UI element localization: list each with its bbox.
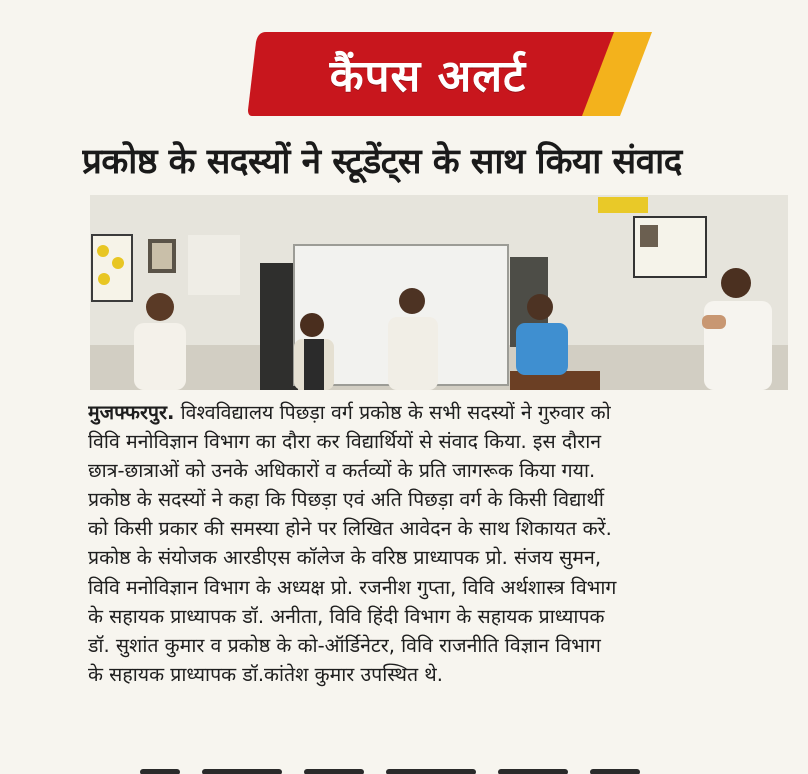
cut-off-next-line	[140, 760, 740, 774]
news-photo	[90, 195, 788, 390]
campus-alert-banner	[248, 28, 652, 120]
article-line-10: के सहायक प्राध्यापक डॉ.कांतेश कुमार उपस्थित थे.	[88, 662, 443, 686]
banner-label: कैंपस अलर्ट	[329, 51, 527, 102]
article-line-6: प्रकोष्ठ के संयोजक आरडीएस कॉलेज के वरिष्ठ प्राध्यापक प्रो. संजय सुमन,	[88, 546, 602, 570]
article-line-4: प्रकोष्ठ के सदस्यों ने कहा कि पिछड़ा एवं अति पिछड़ा वर्ग के किसी विद्यार्थी	[88, 488, 604, 512]
article-line-3: छात्र-छात्राओं को उनके अधिकारों व कर्तव्यों के प्रति जागरूक किया गया.	[88, 459, 596, 483]
article-body	[88, 398, 796, 689]
photo-image	[90, 195, 788, 390]
article-line-9: डॉ. सुशांत कुमार व प्रकोष्ठ के को-ऑर्डिनेटर, विवि राजनीति विज्ञान विभाग	[88, 633, 601, 657]
article-line-8: के सहायक प्राध्यापक डॉ. अनीता, विवि हिंदी विभाग के सहायक प्राध्यापक	[88, 604, 605, 628]
headline: प्रकोष्ठ के सदस्यों ने स्टूडेंट्स के साथ किया संवाद	[82, 142, 682, 182]
dateline: मुजफ्फरपुर.	[88, 401, 175, 424]
article-line-5: को किसी प्रकार की समस्या होने पर लिखित आवेदन के साथ शिकायत करें.	[88, 517, 612, 541]
article-line-2: विवि मनोविज्ञान विभाग का दौरा कर विद्यार्थियों से संवाद किया. इस दौरान	[88, 430, 602, 454]
article-text: विश्वविद्यालय पिछड़ा वर्ग प्रकोष्ठ के सभी सदस्यों ने गुरुवार को	[174, 401, 611, 424]
article-line-1	[88, 398, 796, 427]
article-line-7: विवि मनोविज्ञान विभाग के अध्यक्ष प्रो. रजनीश गुप्ता, विवि अर्थशास्त्र विभाग	[88, 575, 617, 599]
